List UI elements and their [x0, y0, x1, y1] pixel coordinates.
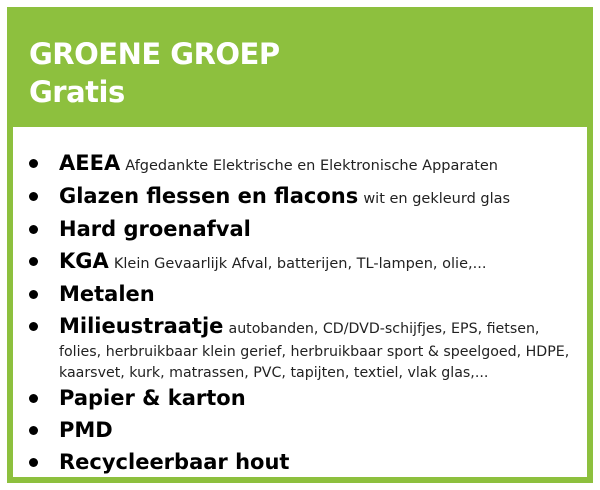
bullet-icon: [29, 458, 38, 467]
item-description: Klein Gevaarlijk Afval, batterijen, TL-lampen, olie,...: [113, 256, 487, 272]
item-title: AEEA: [59, 151, 121, 175]
item-description: wit en gekleurd glas: [363, 191, 511, 207]
header-title: GROENE GROEP: [29, 37, 280, 71]
list-item-hout: [13, 447, 587, 479]
bullet-icon: [29, 257, 38, 266]
bullet-icon: [29, 322, 38, 331]
card-header: [13, 13, 587, 127]
header-subtitle: Gratis: [29, 75, 125, 109]
item-description: autobanden, CD/DVD-schijfjes, EPS, fietsen, folies, herbruikbaar klein gerief, herbruikbaar sport & speelgoed, HDPE, kaarsvet, kurk, matrassen, PVC, tapijten, textiel, vlak glas,...: [59, 321, 570, 381]
list-item-glas: [13, 181, 587, 214]
list-item-metalen: [13, 279, 587, 311]
item-title: Milieustraatje: [59, 314, 224, 338]
list-item-pmd: [13, 415, 587, 447]
bullet-icon: [29, 192, 38, 201]
item-title: KGA: [59, 249, 109, 273]
bullet-icon: [29, 225, 38, 234]
item-title: PMD: [59, 418, 113, 442]
list-item-aeea: [13, 148, 587, 181]
item-description: Afgedankte Elektrische en Elektronische Apparaten: [125, 158, 498, 174]
item-title: Papier & karton: [59, 386, 246, 410]
item-title: Recycleerbaar hout: [59, 450, 290, 474]
info-card: [7, 7, 593, 483]
item-title: Glazen flessen en flacons: [59, 184, 359, 208]
list-item-papier: [13, 383, 587, 415]
list-item-groenafval: [13, 214, 587, 246]
item-title: Hard groenafval: [59, 217, 251, 241]
list-item-kga: [13, 246, 587, 279]
bullet-icon: [29, 426, 38, 435]
item-title: Metalen: [59, 282, 155, 306]
list-item-milieustraatje: [13, 311, 587, 383]
bullet-icon: [29, 290, 38, 299]
bullet-icon: [29, 394, 38, 403]
waste-list: [13, 127, 587, 479]
bullet-icon: [29, 159, 38, 168]
